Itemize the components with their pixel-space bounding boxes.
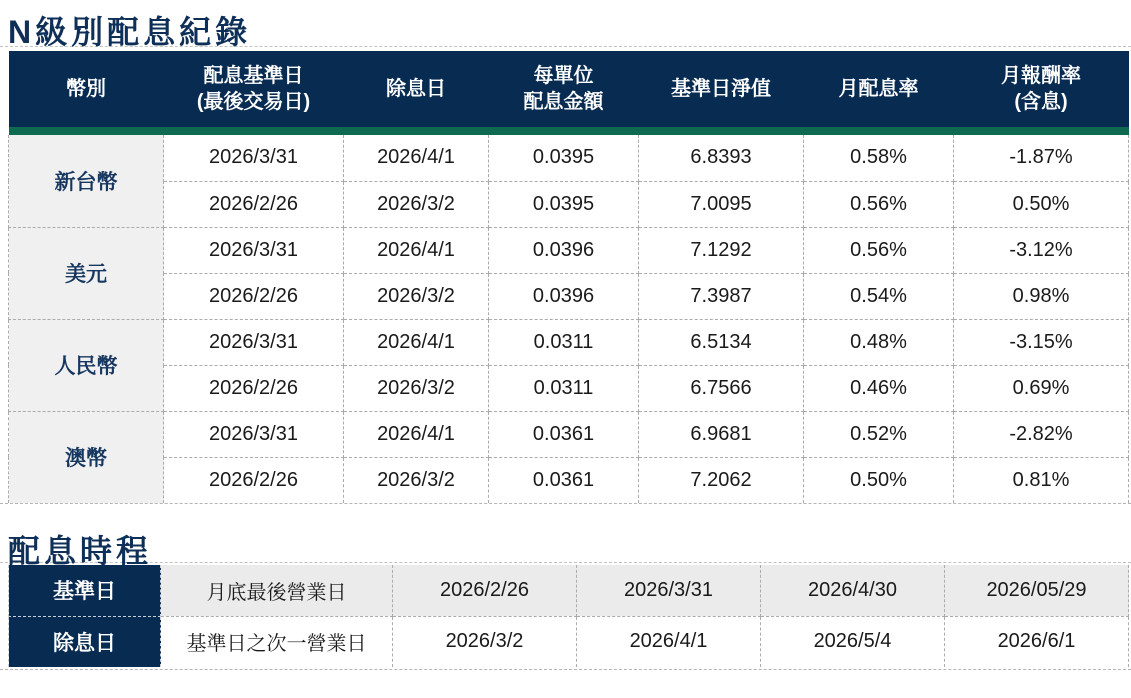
record-cell: 2026/3/2 <box>344 273 489 319</box>
schedule-date: 2026/3/31 <box>577 565 761 616</box>
schedule-table-container <box>0 562 1131 670</box>
record-cell: 2026/3/31 <box>164 319 344 365</box>
record-cell: 0.0395 <box>489 181 639 227</box>
column-header-record-date: 配息基準日 (最後交易日) <box>164 51 344 127</box>
record-cell: 0.48% <box>804 319 954 365</box>
schedule-date: 2026/6/1 <box>945 616 1129 667</box>
table-row <box>9 135 1129 181</box>
schedule-title: 配息時程 <box>8 533 153 569</box>
column-header-nav: 基準日淨值 <box>639 51 804 127</box>
record-cell: 7.3987 <box>639 273 804 319</box>
record-cell: 7.0095 <box>639 181 804 227</box>
record-cell: -2.82% <box>954 411 1129 457</box>
record-cell: 2026/3/2 <box>344 457 489 503</box>
record-cell: 0.56% <box>804 181 954 227</box>
record-cell: 0.52% <box>804 411 954 457</box>
column-header-monthly-yield: 月配息率 <box>804 51 954 127</box>
currency-cell-twd: 新台幣 <box>9 135 164 227</box>
dividend-record-table <box>8 51 1129 503</box>
record-cell: 2026/3/31 <box>164 411 344 457</box>
table-row <box>9 319 1129 365</box>
currency-cell-aud: 澳幣 <box>9 411 164 503</box>
currency-cell-cny: 人民幣 <box>9 319 164 411</box>
record-cell: 0.98% <box>954 273 1129 319</box>
record-cell: 0.69% <box>954 365 1129 411</box>
record-cell: 2026/2/26 <box>164 181 344 227</box>
record-cell: 6.9681 <box>639 411 804 457</box>
schedule-desc: 基準日之次一營業日 <box>161 616 393 667</box>
table-row <box>9 565 1129 616</box>
schedule-desc: 月底最後營業日 <box>161 565 393 616</box>
header-row <box>9 51 1129 127</box>
schedule-label-record-date: 基準日 <box>9 565 161 616</box>
record-cell: 2026/2/26 <box>164 273 344 319</box>
column-header-monthly-return: 月報酬率 (含息) <box>954 51 1129 127</box>
column-header-dividend-per-unit: 每單位 配息金額 <box>489 51 639 127</box>
record-cell: 0.0361 <box>489 457 639 503</box>
record-cell: 0.54% <box>804 273 954 319</box>
record-cell: 0.58% <box>804 135 954 181</box>
currency-cell-usd: 美元 <box>9 227 164 319</box>
table-row <box>9 181 1129 227</box>
record-cell: 2026/2/26 <box>164 365 344 411</box>
table-row <box>9 457 1129 503</box>
schedule-date: 2026/3/2 <box>393 616 577 667</box>
record-cell: 0.56% <box>804 227 954 273</box>
record-cell: 0.46% <box>804 365 954 411</box>
record-cell: 2026/3/31 <box>164 227 344 273</box>
table-row <box>9 273 1129 319</box>
schedule-date: 2026/4/1 <box>577 616 761 667</box>
table-row <box>9 616 1129 667</box>
record-cell: 2026/3/2 <box>344 181 489 227</box>
record-cell: 2026/4/1 <box>344 135 489 181</box>
record-cell: 6.5134 <box>639 319 804 365</box>
schedule-date: 2026/4/30 <box>761 565 945 616</box>
record-cell: 0.0311 <box>489 319 639 365</box>
column-header-currency: 幣別 <box>9 51 164 127</box>
green-accent-bar <box>9 127 1129 135</box>
schedule-table <box>8 565 1129 667</box>
record-cell: 0.0396 <box>489 227 639 273</box>
dividend-record-title: N級別配息紀錄 <box>8 14 252 50</box>
table-row <box>9 227 1129 273</box>
record-cell: -3.15% <box>954 319 1129 365</box>
table-row <box>9 411 1129 457</box>
record-cell: 0.0311 <box>489 365 639 411</box>
record-cell: 7.2062 <box>639 457 804 503</box>
schedule-date: 2026/5/4 <box>761 616 945 667</box>
record-cell: 0.0361 <box>489 411 639 457</box>
record-cell: 0.0395 <box>489 135 639 181</box>
record-cell: 6.8393 <box>639 135 804 181</box>
record-cell: 2026/2/26 <box>164 457 344 503</box>
schedule-date: 2026/05/29 <box>945 565 1129 616</box>
record-cell: 2026/3/31 <box>164 135 344 181</box>
record-cell: 7.1292 <box>639 227 804 273</box>
schedule-label-ex-dividend-date: 除息日 <box>9 616 161 667</box>
record-cell: 2026/4/1 <box>344 227 489 273</box>
record-cell: 2026/4/1 <box>344 411 489 457</box>
record-cell: -1.87% <box>954 135 1129 181</box>
record-cell: 0.0396 <box>489 273 639 319</box>
table-row <box>9 365 1129 411</box>
dividend-record-table-container <box>0 46 1131 504</box>
record-cell: 0.50% <box>804 457 954 503</box>
record-cell: 2026/4/1 <box>344 319 489 365</box>
record-cell: 0.50% <box>954 181 1129 227</box>
record-cell: -3.12% <box>954 227 1129 273</box>
record-cell: 2026/3/2 <box>344 365 489 411</box>
schedule-date: 2026/2/26 <box>393 565 577 616</box>
record-cell: 6.7566 <box>639 365 804 411</box>
record-cell: 0.81% <box>954 457 1129 503</box>
column-header-ex-dividend-date: 除息日 <box>344 51 489 127</box>
